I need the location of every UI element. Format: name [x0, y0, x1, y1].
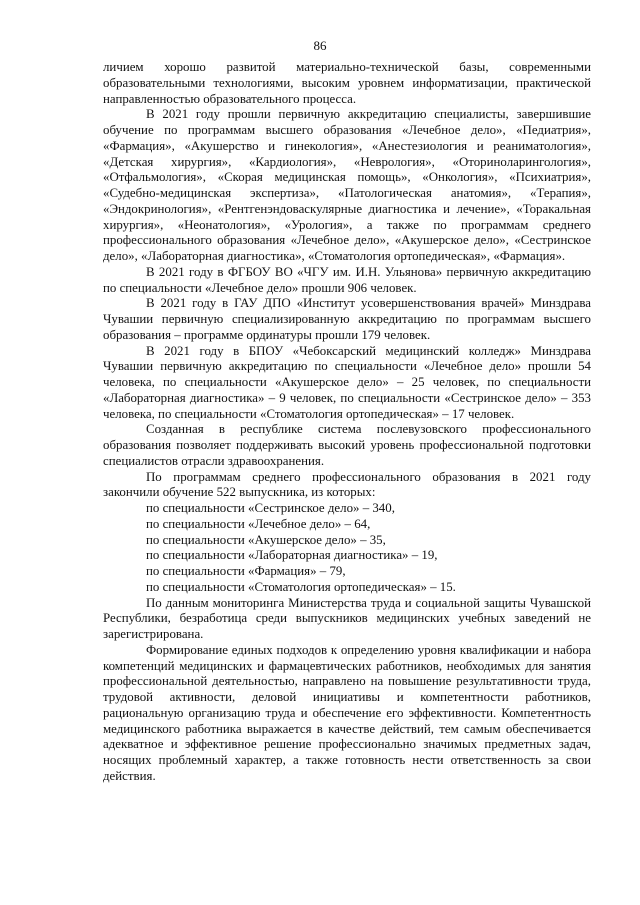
- list-item: по специальности «Фармация» – 79,: [146, 564, 346, 578]
- list-item: по специальности «Сестринское дело» – 340,: [146, 501, 395, 515]
- specialty-list: [103, 501, 591, 596]
- page-number: 86: [313, 38, 327, 53]
- paragraph-unemployment: По данным мониторинга Министерства труда и социальной защиты Чувашской Республики, безработица среди выпускников медицинских учебных заведений не зарегистрирована.: [103, 595, 591, 641]
- document-body: [103, 60, 591, 785]
- paragraph-institute-accreditation: В 2021 году в ГАУ ДПО «Институт усовершенствования врачей» Минздрава Чувашии первичную специализированную аккредитацию по программам высшего образования – программе ординатуры прошли 179 человек.: [103, 296, 591, 342]
- list-item: по специальности «Лечебное дело» – 64,: [146, 516, 371, 531]
- paragraph-college-accreditation: В 2021 году в БПОУ «Чебоксарский медицинский колледж» Минздрава Чувашии первичную аккредитацию по специальности «Лечебное дело» прошли 54 человека, по специальности «Акушерское дело» – 25 человек, по специальности «Лабораторная диагностика» – 9 человек, по специальности «Сестринское дело» – 353 человека, по специальности «Стоматология ортопедическая» – 17 человек.: [103, 343, 591, 421]
- paragraph-competence: Формирование единых подходов к определению уровня квалификации и набора компетенций медицинских и фармацевтических работников, необходимых для занятия профессиональной деятельностью, направлено на повышение результативности труда, трудовой активности, деловой инициативы и компетентности работников, рациональную организацию труда и обеспечение его эффективности. Компетентность медицинского работника выражается в качестве действий, тем самым обеспечивается адекватное и эффективное решение профессионально значимых предметных задач, носящих проблемный характер, а также готовность нести ответственность за свои действия.: [103, 642, 591, 783]
- list-item: по специальности «Стоматология ортопедическая» – 15.: [146, 579, 456, 594]
- paragraph-chgu-accreditation: В 2021 году в ФГБОУ ВО «ЧГУ им. И.Н. Ульянова» первичную аккредитацию по специальности «Лечебное дело» прошли 906 человек.: [103, 264, 591, 295]
- paragraph-accreditation-programs: В 2021 году прошли первичную аккредитацию специалисты, завершившие обучение по программам высшего образования «Лечебное дело», «Педиатрия», «Фармация», «Акушерство и гинекология», «Анестезиология и реаниматология», «Детская хирургия», «Кардиология», «Неврология», «Оториноларингология», «Отфальмология», «Скорая медицинская помощь», «Онкология», «Психиатрия», «Судебно-медицинская экспертиза», «Патологическая анатомия», «Терапия», «Эндокринология», «Рентгенэндоваскулярные диагностика и лечение», «Торакальная хирургия», «Неонатология», «Урология», а также по программам среднего профессионального образования «Лечебное дело», «Акушерское дело», «Сестринское дело», «Лабораторная диагностика», «Стоматология ортопедическая», «Фармация».: [103, 107, 591, 263]
- paragraph-postgraduate-system: Созданная в республике система послевузовского профессионального образования позволяет поддерживать высокий уровень профессиональной подготовки специалистов отрасли здравоохранения.: [103, 422, 591, 468]
- list-item: по специальности «Лабораторная диагностика» – 19,: [146, 548, 438, 563]
- paragraph-continuation: личием хорошо развитой материально-технической базы, современными образовательными технологиями, высоким уровнем информатизации, практической направленностью образовательного процесса.: [103, 60, 591, 106]
- list-item: по специальности «Акушерское дело» – 35,: [146, 532, 386, 547]
- paragraph-graduates-intro: По программам среднего профессионального образования в 2021 году закончили обучение 522 выпускника, из которых:: [103, 469, 591, 500]
